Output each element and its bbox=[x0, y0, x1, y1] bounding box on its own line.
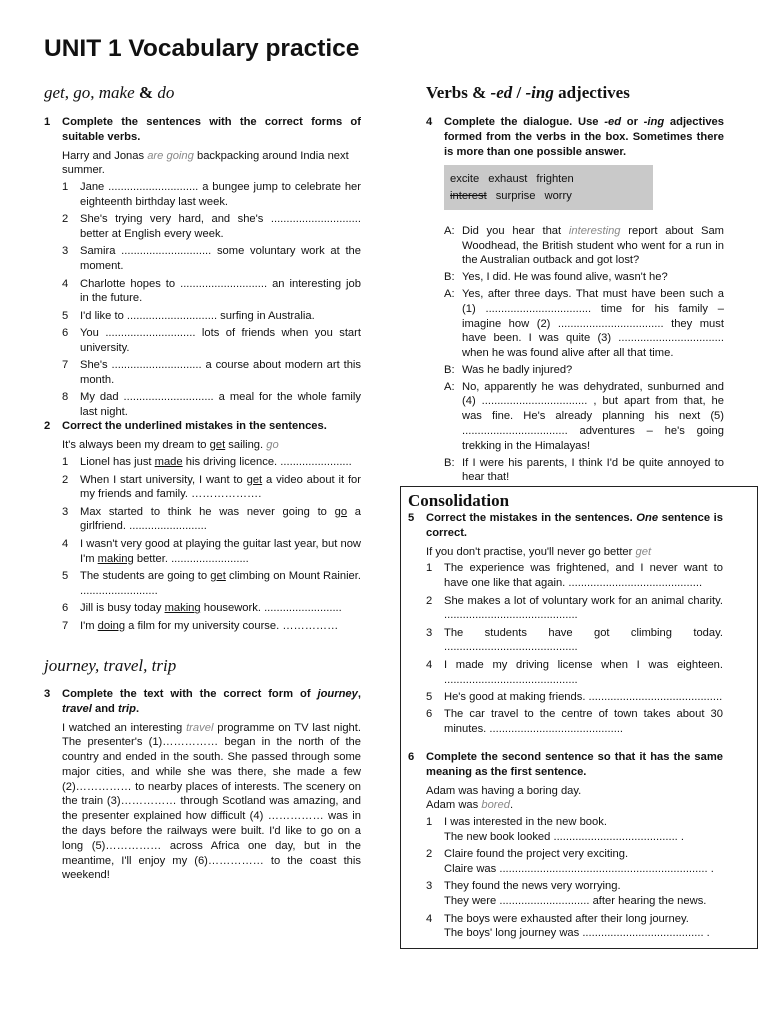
speaker-label: B: bbox=[444, 363, 455, 376]
exercise-2-items bbox=[62, 438, 361, 634]
dialogue-text bbox=[462, 456, 724, 486]
exercise-5-items bbox=[426, 561, 723, 737]
item-text bbox=[80, 455, 361, 470]
text-after: a film for my university course. …………… bbox=[125, 619, 339, 632]
exercise-number: 4 bbox=[426, 116, 433, 128]
dialogue-text bbox=[462, 287, 724, 361]
item-number: 4 bbox=[62, 277, 69, 290]
first-sentence: Claire found the project very exciting. bbox=[444, 848, 629, 861]
item-text: I made my driving license when I was eighteen. ........................................... bbox=[444, 658, 723, 686]
dialogue-text bbox=[462, 380, 724, 454]
list-item bbox=[62, 326, 361, 356]
underlined-mistake: go bbox=[334, 505, 348, 518]
speaker-label: A: bbox=[444, 380, 455, 393]
word-box-word: worry bbox=[544, 189, 572, 202]
item-text: My dad ............................. a meal for the whole family last night. bbox=[80, 391, 361, 419]
exercise-1 bbox=[44, 115, 361, 423]
list-item bbox=[426, 690, 723, 705]
item-number: 4 bbox=[62, 537, 69, 550]
item-text bbox=[80, 569, 361, 599]
word-box-word: interest bbox=[450, 189, 487, 202]
dialogue-text-part: If I were his parents, I think I'd be quite annoyed to hear that! bbox=[462, 456, 724, 484]
exercise-number: 6 bbox=[408, 751, 415, 763]
dialogue bbox=[444, 224, 724, 485]
second-sentence: They were ............................. after hearing the news. bbox=[444, 895, 707, 908]
list-item bbox=[62, 212, 361, 242]
item-number: 1 bbox=[62, 456, 69, 469]
page-title: UNIT 1 Vocabulary practice bbox=[44, 35, 360, 62]
item-text: Charlotte hopes to ............................ an interesting job in the future. bbox=[80, 277, 361, 305]
dialogue-line bbox=[444, 287, 724, 361]
underlined-mistake: get bbox=[246, 473, 263, 486]
text-before: The students are going to bbox=[80, 570, 211, 582]
text-after: his driving licence. ....................... bbox=[182, 456, 352, 469]
item-number: 1 bbox=[426, 562, 433, 575]
word-box-row bbox=[450, 171, 647, 187]
exercise-number: 5 bbox=[408, 512, 415, 524]
text-before: It's always been my dream to bbox=[62, 438, 210, 451]
exercise-instruction: Complete the sentences with the correct forms of suitable verbs. bbox=[62, 116, 361, 143]
item-number: 2 bbox=[62, 473, 69, 486]
item-text: He's good at making friends. ........................................... bbox=[444, 690, 723, 703]
item-number: 6 bbox=[62, 327, 69, 340]
underlined-mistake: get bbox=[209, 438, 226, 451]
item-text bbox=[80, 619, 361, 634]
list-item bbox=[62, 455, 361, 470]
text-after: better. ......................... bbox=[133, 552, 249, 565]
item-text: The students have got climbing today. ........................................... bbox=[444, 626, 723, 654]
list-item bbox=[426, 847, 723, 877]
list-item bbox=[62, 277, 361, 307]
example-sentence bbox=[44, 438, 361, 453]
list-item bbox=[62, 473, 361, 503]
item-text: She makes a lot of voluntary work for an animal charity. ........................................... bbox=[444, 594, 723, 622]
item-number: 5 bbox=[426, 690, 433, 703]
text-after: climbing on Mount Rainier. ......................... bbox=[80, 570, 361, 597]
underlined-mistake: doing bbox=[97, 619, 126, 632]
exercise-5 bbox=[408, 511, 723, 740]
text-before: I'm bbox=[80, 619, 98, 632]
list-item bbox=[62, 601, 361, 616]
section-heading-get-go-make-do: get, go, make & do bbox=[44, 83, 175, 102]
item-number: 6 bbox=[426, 708, 433, 721]
text-before: Max started to think he was never going to bbox=[80, 505, 335, 518]
word-box-word: frighten bbox=[536, 173, 574, 186]
item-number: 2 bbox=[426, 848, 433, 861]
example-line-1: Adam was having a boring day. bbox=[426, 784, 582, 797]
item-number: 7 bbox=[62, 619, 69, 632]
item-number: 3 bbox=[62, 505, 69, 518]
item-number: 1 bbox=[426, 816, 433, 829]
dialogue-text-part: Did you hear that bbox=[462, 224, 569, 237]
item-text bbox=[444, 847, 723, 877]
item-number: 1 bbox=[62, 181, 69, 194]
list-item bbox=[426, 626, 723, 656]
word-box-word: excite bbox=[450, 173, 480, 186]
section-heading-ed-ing-adjectives: Verbs & -ed / -ing adjectives bbox=[426, 83, 630, 102]
gap-fill-text: I watched an interesting travel programme on TV last night. The presenter's (1)…………… began in the north of the country and ended in the south. She passed through some major cities, and while she was there, she made a few (2)…………… to nearby places of interests. The scenery on the train (3)…………… through Scotland was amazing, and the presenter explained how difficult (4) …………… was in the days before the railways were built. I'd like to go on a long (5)…………… across Africa one day, but in the meantime, I'll enjoy my (6)…………… to the coast this weekend! bbox=[62, 721, 361, 882]
item-text bbox=[80, 473, 361, 503]
dialogue-text-part: report about Sam Woodhead, the British student who went for a run in the Australian outback and got lost? bbox=[462, 224, 724, 267]
item-text bbox=[444, 879, 723, 909]
text-before: Lionel has just bbox=[80, 456, 155, 469]
text-before: When I start university, I want to bbox=[80, 473, 247, 486]
item-number: 2 bbox=[62, 213, 69, 226]
item-text: She's trying very hard, and she's ............................. better at English every week. bbox=[80, 213, 361, 241]
list-item bbox=[426, 912, 723, 942]
exercise-4 bbox=[426, 115, 724, 487]
consolidation-box bbox=[400, 486, 758, 949]
example-sentence: If you don't practise, you'll never go better get bbox=[426, 545, 652, 558]
exercise-number: 3 bbox=[44, 688, 51, 700]
list-item bbox=[426, 707, 723, 737]
item-text bbox=[444, 912, 723, 942]
dialogue-text bbox=[462, 270, 724, 285]
dialogue-text bbox=[462, 224, 724, 268]
item-number: 3 bbox=[426, 880, 433, 893]
example-line-2: Adam was bored. bbox=[426, 799, 514, 812]
list-item bbox=[62, 537, 361, 567]
exercise-instruction: Correct the mistakes in the sentences. One sentence is correct. bbox=[426, 512, 723, 539]
underlined-mistake: made bbox=[154, 456, 183, 469]
exercise-3 bbox=[44, 687, 361, 883]
second-sentence: The boys' long journey was ....................................... . bbox=[444, 927, 710, 940]
exercise-instruction: Complete the text with the correct form of journey, travel and trip. bbox=[62, 688, 361, 715]
exercise-instruction: Complete the second sentence so that it has the same meaning as the first sentence. bbox=[426, 751, 723, 778]
list-item bbox=[62, 505, 361, 535]
dialogue-text-part: No, apparently he was dehydrated, sunburned and (4) .................................. , but apart from that, he was fine. He's already planning his next (5) .................................. adventures – he's going trekking in the Himalayas! bbox=[462, 380, 724, 452]
text-after: a girlfriend. ......................... bbox=[80, 505, 361, 533]
text-after: sailing. bbox=[225, 438, 267, 451]
dialogue-line bbox=[444, 380, 724, 454]
exercise-2 bbox=[44, 419, 361, 636]
dialogue-text-part: Yes, I did. He was found alive, wasn't he? bbox=[462, 271, 668, 284]
exercise-instruction: Complete the dialogue. Use -ed or -ing adjectives formed from the verbs in the box. Sometimes there is more than one possible answer. bbox=[444, 116, 724, 158]
list-item bbox=[62, 180, 361, 210]
item-number: 2 bbox=[426, 594, 433, 607]
dialogue-line bbox=[444, 224, 724, 268]
item-text: Samira ............................. some voluntary work at the moment. bbox=[80, 245, 361, 273]
exercise-1-items bbox=[62, 180, 361, 420]
text-before: I wasn't very good at playing the guitar last year, but now I'm bbox=[80, 537, 361, 565]
item-text: The car travel to the centre of town takes about 30 minutes. ........................................... bbox=[444, 708, 723, 736]
text-after: housework. ......................... bbox=[200, 602, 342, 615]
dialogue-text bbox=[462, 363, 724, 378]
item-number: 8 bbox=[62, 391, 69, 404]
exercise-6-items bbox=[426, 815, 723, 941]
list-item bbox=[426, 561, 723, 591]
item-number: 6 bbox=[62, 602, 69, 615]
dialogue-text-part: Yes, after three days. That must have been such a (1) .................................. time for his family – imagine how (2) .................................. they must have been. I was quite (3) .................................. when he was found alive after all that time. bbox=[462, 287, 724, 360]
underlined-mistake: making bbox=[97, 552, 134, 565]
speaker-label: A: bbox=[444, 224, 455, 237]
word-box-word: surprise bbox=[495, 189, 536, 202]
item-text bbox=[62, 438, 361, 453]
item-text: She's ............................. a course about modern art this month. bbox=[80, 359, 361, 387]
list-item bbox=[62, 569, 361, 599]
list-item bbox=[62, 244, 361, 274]
item-text: The experience was frightened, and I never want to have one like that again. ........................................... bbox=[444, 562, 723, 590]
item-number: 4 bbox=[426, 912, 433, 925]
exercise-number: 2 bbox=[44, 420, 51, 432]
second-sentence: Claire was ................................................................... . bbox=[444, 863, 714, 876]
word-box-row bbox=[450, 188, 647, 204]
list-item bbox=[426, 879, 723, 909]
exercise-instruction: Correct the underlined mistakes in the sentences. bbox=[62, 420, 327, 432]
dialogue-text-part: Was he badly injured? bbox=[462, 363, 573, 376]
underlined-mistake: making bbox=[164, 602, 201, 615]
list-item bbox=[62, 619, 361, 634]
list-item bbox=[62, 309, 361, 324]
consolidation-title: Consolidation bbox=[408, 491, 510, 510]
list-item bbox=[426, 815, 723, 845]
item-text bbox=[80, 537, 361, 567]
item-text: I'd like to ............................. surfing in Australia. bbox=[80, 309, 315, 322]
dialogue-line bbox=[444, 456, 724, 486]
example-sentence: Harry and Jonas are going backpacking around India next summer. bbox=[62, 149, 349, 177]
item-number: 4 bbox=[426, 658, 433, 671]
word-box-word: exhaust bbox=[488, 173, 528, 186]
item-number: 3 bbox=[426, 626, 433, 639]
second-sentence: The new book looked ........................................ . bbox=[444, 830, 685, 843]
item-number bbox=[44, 438, 62, 453]
item-number: 5 bbox=[62, 309, 69, 322]
dialogue-line bbox=[444, 363, 724, 378]
dialogue-line bbox=[444, 270, 724, 285]
first-sentence: The boys were exhausted after their long journey. bbox=[444, 912, 689, 925]
exercise-6 bbox=[408, 750, 723, 944]
underlined-mistake: get bbox=[210, 570, 226, 582]
exercise-number: 1 bbox=[44, 116, 51, 128]
item-text bbox=[80, 601, 361, 616]
item-text bbox=[444, 815, 723, 845]
item-text: You ............................. lots of friends when you start university. bbox=[80, 327, 361, 354]
list-item bbox=[62, 390, 361, 420]
list-item bbox=[62, 358, 361, 388]
item-text bbox=[80, 505, 361, 535]
section-heading-journey-travel-trip: journey, travel, trip bbox=[44, 656, 177, 675]
list-item bbox=[426, 594, 723, 624]
first-sentence: They found the news very worrying. bbox=[444, 880, 621, 893]
speaker-label: A: bbox=[444, 287, 455, 300]
first-sentence: I was interested in the new book. bbox=[444, 816, 607, 829]
speaker-label: B: bbox=[444, 271, 455, 284]
item-number: 3 bbox=[62, 245, 69, 258]
example-answer: go bbox=[266, 438, 279, 451]
item-number: 7 bbox=[62, 359, 69, 372]
item-number: 5 bbox=[62, 570, 69, 582]
item-text: Jane ............................. a bungee jump to celebrate her eighteenth birthday last week. bbox=[80, 181, 361, 208]
word-box bbox=[444, 165, 653, 209]
text-before: Jill is busy today bbox=[80, 602, 165, 615]
text-after: a video about it for my friends and family. ………………. bbox=[80, 473, 362, 501]
speaker-label: B: bbox=[444, 456, 455, 469]
example-answer: interesting bbox=[568, 224, 621, 237]
list-item bbox=[426, 658, 723, 688]
